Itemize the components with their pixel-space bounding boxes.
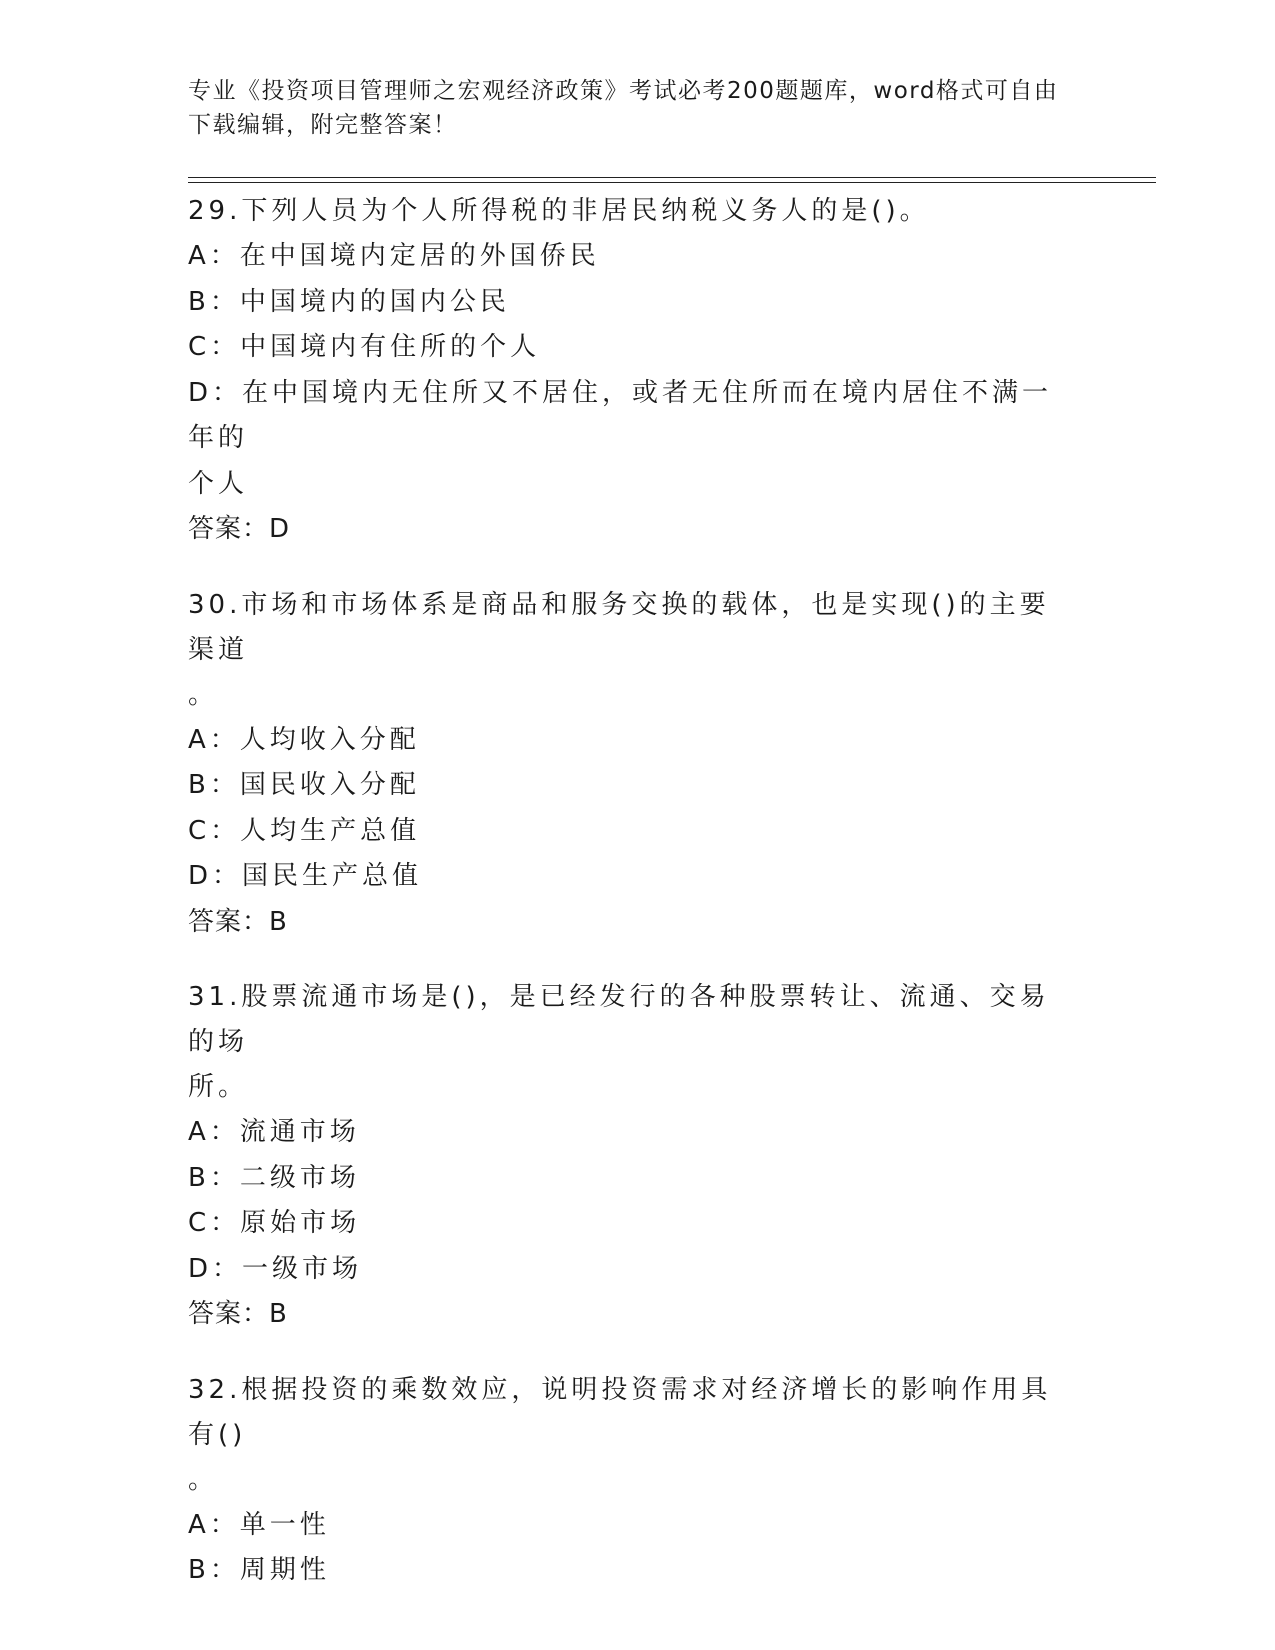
question-text: 32.根据投资的乘数效应，说明投资需求对经济增长的影响作用具有()	[188, 1374, 1052, 1450]
header-line-2: 下载编辑，附完整答案！	[188, 112, 458, 138]
question-text: 29.下列人员为个人所得税的非居民纳税义务人的是()。	[188, 196, 930, 226]
option-a: A：人均收入分配	[188, 724, 420, 755]
option-d-continued: 个人	[188, 468, 249, 499]
option-a: A：流通市场	[188, 1117, 360, 1147]
question-text-continued: 。	[188, 679, 219, 710]
header-rule-top	[188, 177, 1156, 178]
question-30	[188, 583, 1078, 946]
answer: 答案：D	[188, 514, 291, 544]
option-d: D：一级市场	[188, 1253, 363, 1284]
option-d: D：在中国境内无住所又不居住，或者无住所而在境内居住不满一年的	[188, 377, 1053, 453]
question-text-continued: 所。	[188, 1072, 249, 1102]
question-text: 31.股票流通市场是()，是已经发行的各种股票转让、流通、交易的场	[188, 982, 1050, 1057]
option-c: C：中国境内有住所的个人	[188, 332, 541, 362]
answer: 答案：B	[188, 906, 288, 937]
header-line-1: 专业《投资项目管理师之宏观经济政策》考试必考200题题库，word格式可自由	[188, 78, 1059, 104]
option-b: B：中国境内的国内公民	[188, 286, 510, 317]
question-text: 30.市场和市场体系是商品和服务交换的载体，也是实现()的主要渠道	[188, 589, 1050, 665]
answer: 答案：B	[188, 1299, 288, 1329]
question-list	[188, 189, 1078, 1624]
question-text-continued: 。	[188, 1464, 219, 1495]
header-rule-bottom	[188, 182, 1156, 183]
document-header	[188, 74, 1068, 142]
option-c: C：人均生产总值	[188, 815, 421, 846]
option-c: C：原始市场	[188, 1208, 361, 1238]
option-a: A：单一性	[188, 1509, 330, 1540]
question-32	[188, 1368, 1078, 1594]
option-b: B：周期性	[188, 1555, 330, 1585]
question-29	[188, 189, 1078, 553]
option-b: B：二级市场	[188, 1162, 360, 1193]
question-31	[188, 975, 1078, 1338]
option-a: A：在中国境内定居的外国侨民	[188, 241, 600, 271]
option-b: B：国民收入分配	[188, 770, 420, 800]
option-d: D：国民生产总值	[188, 861, 423, 891]
